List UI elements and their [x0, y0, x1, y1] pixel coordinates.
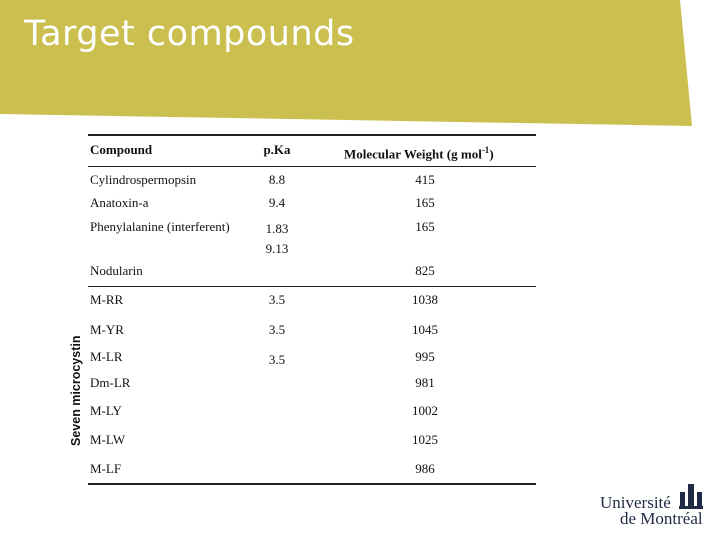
row-pka: 1.83 [265, 221, 289, 236]
row-pka: 3.5 [268, 292, 286, 307]
row-compound-name: Cylindrospermopsin [90, 172, 197, 187]
row-molecular-weight: 986 [415, 461, 435, 476]
row-compound-name: M-YR [90, 322, 124, 337]
header-mw-text: Molecular Weight (g mol [344, 146, 482, 162]
row-compound-name: M-LR [90, 349, 123, 364]
row-molecular-weight: 1002 [412, 403, 438, 418]
logo-line-1: Université [600, 493, 671, 512]
group-label-microcystin: Seven microcystin [69, 335, 83, 446]
row-compound-name: Anatoxin-a [90, 195, 149, 210]
row-compound-name: M-RR [90, 292, 124, 307]
row-pka: 9.4 [268, 195, 286, 210]
row-pka-secondary: 9.13 [265, 241, 289, 256]
table-bottom-rule [88, 483, 536, 485]
universite-de-montreal-logo [598, 482, 706, 530]
header-molecular-weight [344, 142, 494, 162]
row-molecular-weight: 825 [415, 263, 435, 278]
row-compound-name: M-LW [90, 432, 126, 447]
row-compound-name: Dm-LR [90, 375, 131, 390]
row-pka: 3.5 [268, 352, 286, 367]
row-molecular-weight: 981 [415, 375, 435, 390]
table-top-rule [88, 134, 536, 136]
row-compound-name: Nodularin [90, 263, 143, 278]
row-compound-name: M-LF [90, 461, 122, 476]
header-compound: Compound [90, 142, 153, 157]
row-molecular-weight: 1045 [412, 322, 438, 337]
header-mw-superscript: -1 [481, 145, 490, 155]
header-mw-close: ) [489, 146, 494, 162]
row-pka: 8.8 [268, 172, 286, 187]
slide-title: Target compounds [24, 14, 355, 54]
row-molecular-weight: 415 [415, 172, 435, 187]
row-molecular-weight: 1038 [412, 292, 438, 307]
row-compound-name: M-LY [90, 403, 122, 418]
table-header-rule [88, 166, 536, 167]
table-group-rule [88, 286, 536, 287]
logo-emblem-icon [678, 482, 704, 512]
row-molecular-weight: 995 [415, 349, 435, 364]
header-pka: p.Ka [263, 142, 291, 157]
logo-line-2: de Montréal [620, 509, 703, 528]
row-molecular-weight: 165 [415, 195, 435, 210]
row-molecular-weight: 165 [415, 219, 435, 234]
row-pka: 3.5 [268, 322, 286, 337]
row-molecular-weight: 1025 [412, 432, 438, 447]
row-compound-name: Phenylalanine (interferent) [90, 219, 230, 234]
